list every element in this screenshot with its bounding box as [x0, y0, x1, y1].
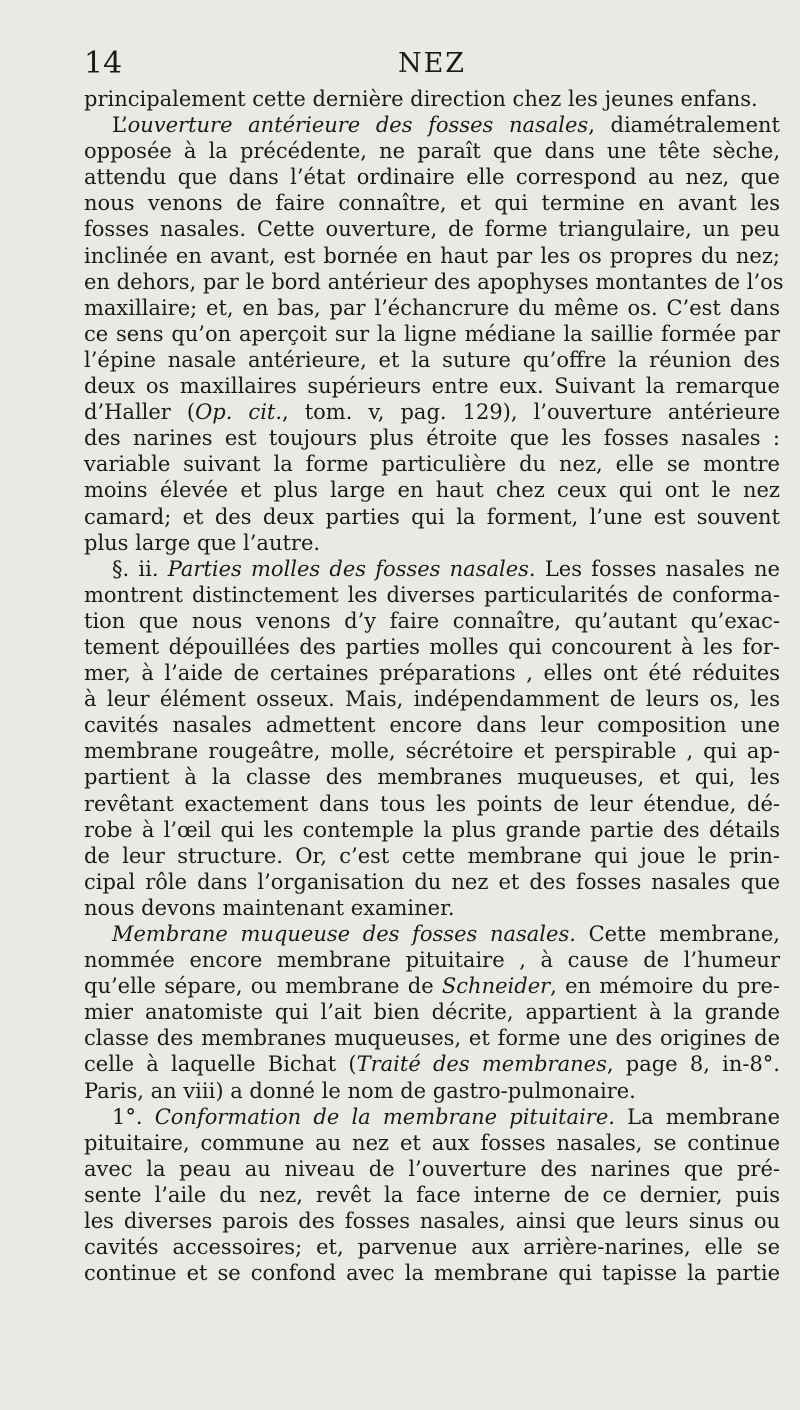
text-segment: Paris, an viii) a donné le nom de gastro-pulmonaire.	[84, 1078, 636, 1103]
text-segment: mer, à l’aide de certaines préparations , elles ont été réduites	[84, 661, 780, 686]
text-segment: variable suivant la forme particulière du nez, elle se montre	[84, 452, 780, 477]
text-segment: nous venons de faire connaître, et qui termine en avant les	[84, 191, 780, 216]
text-segment: Les fosses nasales ne	[535, 556, 780, 581]
text-segment: mier anatomiste qui l’ait bien décrite, appartient à la grande	[84, 1000, 780, 1025]
text-segment: pituitaire, commune au nez et aux fosses nasales, se continue	[84, 1130, 780, 1155]
text-line	[84, 686, 780, 712]
text-segment: à leur élément osseux. Mais, indépendamment de leurs os, les	[84, 687, 780, 712]
text-segment: robe à l’œil qui les contemple la plus grande partie des détails	[84, 817, 780, 842]
text-line	[84, 895, 780, 921]
text-segment: camard; et des deux parties qui la forment, l’une est souvent	[84, 504, 780, 529]
page-header	[84, 46, 780, 82]
text-line	[84, 425, 780, 451]
text-line	[84, 86, 780, 112]
text-segment: avec la peau au niveau de l’ouverture des narines que pré-	[84, 1156, 780, 1181]
text-line	[84, 817, 780, 843]
text-segment: , page 8, in-8°.	[606, 1052, 780, 1077]
text-line	[84, 451, 780, 477]
text-line	[84, 869, 780, 895]
text-line	[84, 582, 780, 608]
text-line	[84, 608, 780, 634]
text-line	[84, 1260, 780, 1286]
text-segment: les diverses parois des fosses nasales, ainsi que leurs sinus ou	[84, 1209, 780, 1234]
text-segment: attendu que dans l’état ordinaire elle correspond au nez, que	[84, 165, 780, 190]
text-line	[84, 738, 780, 764]
text-segment: cavités accessoires; et, parvenue aux arrière-narines, elle se	[84, 1235, 780, 1260]
text-segment: maxillaire; et, en bas, par l’échancrure du même os. C’est dans	[84, 295, 780, 320]
text-line	[84, 921, 780, 947]
text-line	[84, 764, 780, 790]
text-segment: cavités nasales admettent encore dans leur composition une	[84, 713, 780, 738]
text-line	[84, 243, 780, 269]
italic-text: ouverture antérieure des fosses nasales	[127, 113, 589, 138]
text-segment: tement dépouillées des parties molles qui concourent à les for-	[84, 634, 780, 659]
italic-text: Conformation de la membrane pituitaire.	[154, 1104, 615, 1129]
text-segment: , en mémoire du pre-	[550, 974, 780, 999]
text-segment: d’Haller (	[84, 400, 196, 425]
italic-text: Parties molles des fosses nasales.	[167, 556, 536, 581]
italic-text: Op. cit.	[195, 400, 283, 425]
text-line	[84, 321, 780, 347]
text-segment: membrane rougeâtre, molle, sécrétoire et perspirable , qui ap-	[84, 739, 780, 764]
text-line	[84, 712, 780, 738]
body-text	[84, 86, 784, 1286]
text-segment: continue et se confond avec la membrane qui tapisse la partie	[84, 1261, 780, 1286]
text-line	[84, 1104, 780, 1130]
text-line	[84, 1025, 780, 1051]
text-line	[84, 1182, 780, 1208]
text-segment: principalement cette dernière direction chez les jeunes enfans.	[84, 87, 758, 111]
text-segment: sente l’aile du nez, revêt la face interne de ce dernier, puis	[84, 1182, 780, 1207]
text-segment: classe des membranes muqueuses, et forme une des origines de	[84, 1026, 780, 1051]
text-segment: nommée encore membrane pituitaire , à cause de l’humeur	[84, 948, 780, 973]
italic-text: Traité des membranes	[356, 1052, 607, 1077]
text-segment: de leur structure. Or, c’est cette membrane qui joue le prin-	[84, 843, 780, 868]
text-segment: des narines est toujours plus étroite que les fosses nasales :	[84, 426, 780, 451]
text-segment: §. ii.	[112, 556, 168, 581]
text-segment: plus large que l’autre.	[84, 530, 321, 555]
page-number: 14	[84, 46, 123, 81]
text-segment: L’	[112, 113, 128, 138]
text-line	[84, 1130, 780, 1156]
text-line	[84, 556, 780, 582]
text-segment: La membrane	[614, 1104, 780, 1129]
text-segment: moins élevée et plus large en haut chez ceux qui ont le nez	[84, 478, 780, 503]
text-segment: ce sens qu’on aperçoit sur la ligne médiane la saillie formée par	[84, 321, 780, 346]
text-line	[84, 295, 780, 321]
text-line	[84, 1078, 780, 1104]
text-line	[84, 791, 780, 817]
text-segment: revêtant exactement dans tous les points de leur étendue, dé-	[84, 791, 780, 816]
text-segment: 1°.	[112, 1104, 155, 1129]
text-line	[84, 190, 780, 216]
text-line	[84, 660, 780, 686]
text-segment: tion que nous venons d’y faire connaître, qu’autant qu’exac-	[84, 608, 780, 633]
text-line	[84, 477, 780, 503]
italic-text: Schneider	[441, 974, 551, 999]
text-line	[84, 373, 780, 399]
text-line	[84, 399, 780, 425]
text-line	[84, 530, 780, 556]
text-line	[84, 1156, 780, 1182]
text-segment: en dehors, par le bord antérieur des apophyses montantes de l’os	[84, 269, 784, 294]
text-segment: nous devons maintenant examiner.	[84, 895, 455, 920]
text-line	[84, 1051, 780, 1077]
text-line	[84, 269, 784, 295]
text-line	[84, 164, 780, 190]
running-head: NEZ	[397, 48, 467, 79]
text-segment: montrent distinctement les diverses particularités de conforma-	[84, 582, 780, 607]
text-line	[84, 634, 780, 660]
text-segment: deux os maxillaires supérieurs entre eux. Suivant la remarque	[84, 374, 780, 399]
text-segment: partient à la classe des membranes muqueuses, et qui, les	[84, 765, 780, 790]
text-segment: cipal rôle dans l’organisation du nez et des fosses nasales que	[84, 869, 780, 894]
text-segment: inclinée en avant, est bornée en haut par les os propres du nez;	[84, 243, 780, 268]
text-line	[84, 216, 780, 242]
text-line	[84, 947, 780, 973]
text-line	[84, 112, 780, 138]
text-segment: l’épine nasale antérieure, et la suture qu’offre la réunion des	[84, 347, 780, 372]
text-segment: , tom. v, pag. 129), l’ouverture antérieure	[282, 400, 780, 425]
text-line	[84, 843, 780, 869]
text-line	[84, 1208, 780, 1234]
text-segment: , diamétralement	[588, 113, 780, 138]
text-line	[84, 973, 780, 999]
text-line	[84, 138, 780, 164]
text-segment: qu’elle sépare, ou membrane de	[84, 974, 442, 999]
text-line	[84, 504, 780, 530]
text-segment: Cette membrane,	[575, 922, 780, 946]
text-line	[84, 347, 780, 373]
text-line	[84, 1234, 780, 1260]
text-segment: fosses nasales. Cette ouverture, de forme triangulaire, un peu	[84, 217, 780, 242]
italic-text: Membrane muqueuse des fosses nasales.	[112, 922, 576, 946]
text-segment: celle à laquelle Bichat (	[84, 1052, 357, 1077]
text-line	[84, 999, 780, 1025]
text-segment: opposée à la précédente, ne paraît que dans une tête sèche,	[84, 139, 780, 164]
